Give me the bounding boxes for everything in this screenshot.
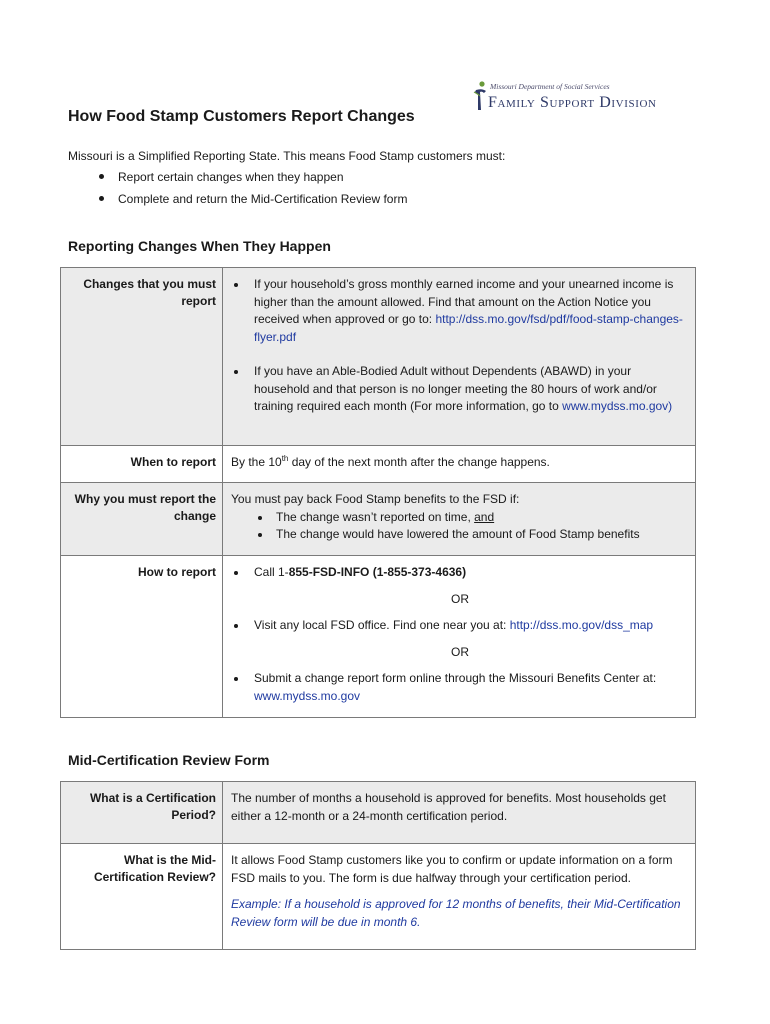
list-item: Call 1-855-FSD-INFO (1-855-373-4636)	[231, 564, 689, 582]
bullet-icon	[99, 196, 104, 201]
row-content: The number of months a household is approved for benefits. Most households get either a 12-month or a 24-month certification period.	[231, 791, 666, 823]
bullet-icon	[258, 516, 262, 520]
row-label: When to report	[61, 446, 223, 482]
row-label: How to report	[61, 556, 223, 717]
row-content	[223, 268, 695, 445]
list-item: Submit a change report form online through the Missouri Benefits Center at: www.mydss.mo.gov	[231, 670, 689, 705]
section-heading-midcert: Mid-Certification Review Form	[68, 752, 270, 768]
page-title: How Food Stamp Customers Report Changes	[68, 108, 415, 125]
list-item: Complete and return the Mid-Certification Review form	[68, 192, 407, 214]
row-label: What is a Certification Period?	[61, 782, 223, 843]
bullet-icon	[99, 174, 104, 179]
logo-name: Family Support Division	[488, 94, 657, 111]
list-item: If you have an Able-Bodied Adult without Dependents (ABAWD) in your household and that person is no longer meeting the 80 hours of work and/or training required each month (For more information, go to www.mydss.mo.gov)	[231, 363, 689, 416]
row-label: Why you must report the change	[61, 483, 223, 555]
table-row	[61, 782, 695, 843]
bullet-icon	[234, 571, 238, 575]
example-text: Example: If a household is approved for 12 months of benefits, their Mid-Certification Review form will be due in month 6.	[231, 897, 681, 929]
flyer-link[interactable]: http://dss.mo.gov/fsd/pdf/food-stamp-changes-flyer.pdf	[254, 312, 683, 344]
phone-number[interactable]: 855-FSD-INFO (1-855-373-4636)	[288, 565, 467, 579]
bullet-icon	[234, 283, 238, 287]
reporting-table	[60, 267, 696, 718]
bullet-icon	[258, 533, 262, 537]
midcert-table	[60, 781, 696, 950]
bullet-icon	[234, 677, 238, 681]
list-item: If your household’s gross monthly earned income and your unearned income is higher than the amount allowed. Find that amount on the Action Notice you received when approved or go to: http://dss.mo.gov/fsd/pdf/food-stamp-changes-flyer.pdf	[231, 276, 689, 346]
logo-superscript: Missouri Department of Social Services	[490, 82, 610, 91]
office-map-link[interactable]: http://dss.mo.gov/dss_map	[509, 618, 654, 632]
intro-text: Missouri is a Simplified Reporting State. This means Food Stamp customers must:	[68, 149, 506, 163]
intro-list	[68, 170, 407, 214]
table-row	[61, 482, 695, 555]
mydss-link[interactable]: www.mydss.mo.gov)	[562, 399, 673, 413]
table-row	[61, 843, 695, 949]
row-content	[223, 556, 695, 717]
table-row	[61, 445, 695, 482]
table-row	[61, 268, 695, 445]
list-item: Report certain changes when they happen	[68, 170, 407, 192]
list-item: The change would have lowered the amount of Food Stamp benefits	[231, 526, 689, 544]
or-separator: OR	[451, 591, 469, 606]
list-item: The change wasn’t reported on time, and	[231, 509, 689, 527]
table-row	[61, 555, 695, 717]
row-label: What is the Mid-Certification Review?	[61, 844, 223, 949]
row-content: It allows Food Stamp customers like you to confirm or update information on a form FSD mails to you. The form is due halfway through your certification period. Example: If a household is approved for 12 months of benefits, their Mid-Certification Review form will be due in month 6.	[223, 844, 695, 949]
row-label: Changes that you must report	[61, 268, 223, 445]
row-content: By the 10th day of the next month after the change happens.	[231, 454, 550, 469]
bullet-icon	[234, 624, 238, 628]
row-content: You must pay back Food Stamp benefits to the FSD if: The change wasn’t reported on time, and The change would have lowered the amount of Food Stamp benefits	[223, 483, 695, 555]
section-heading-reporting: Reporting Changes When They Happen	[68, 238, 331, 254]
or-separator: OR	[451, 644, 469, 659]
list-item: Visit any local FSD office. Find one near you at: http://dss.mo.gov/dss_map	[231, 617, 689, 635]
fsd-logo	[472, 80, 704, 116]
benefits-center-link[interactable]: www.mydss.mo.gov	[254, 688, 361, 703]
bullet-icon	[234, 370, 238, 374]
